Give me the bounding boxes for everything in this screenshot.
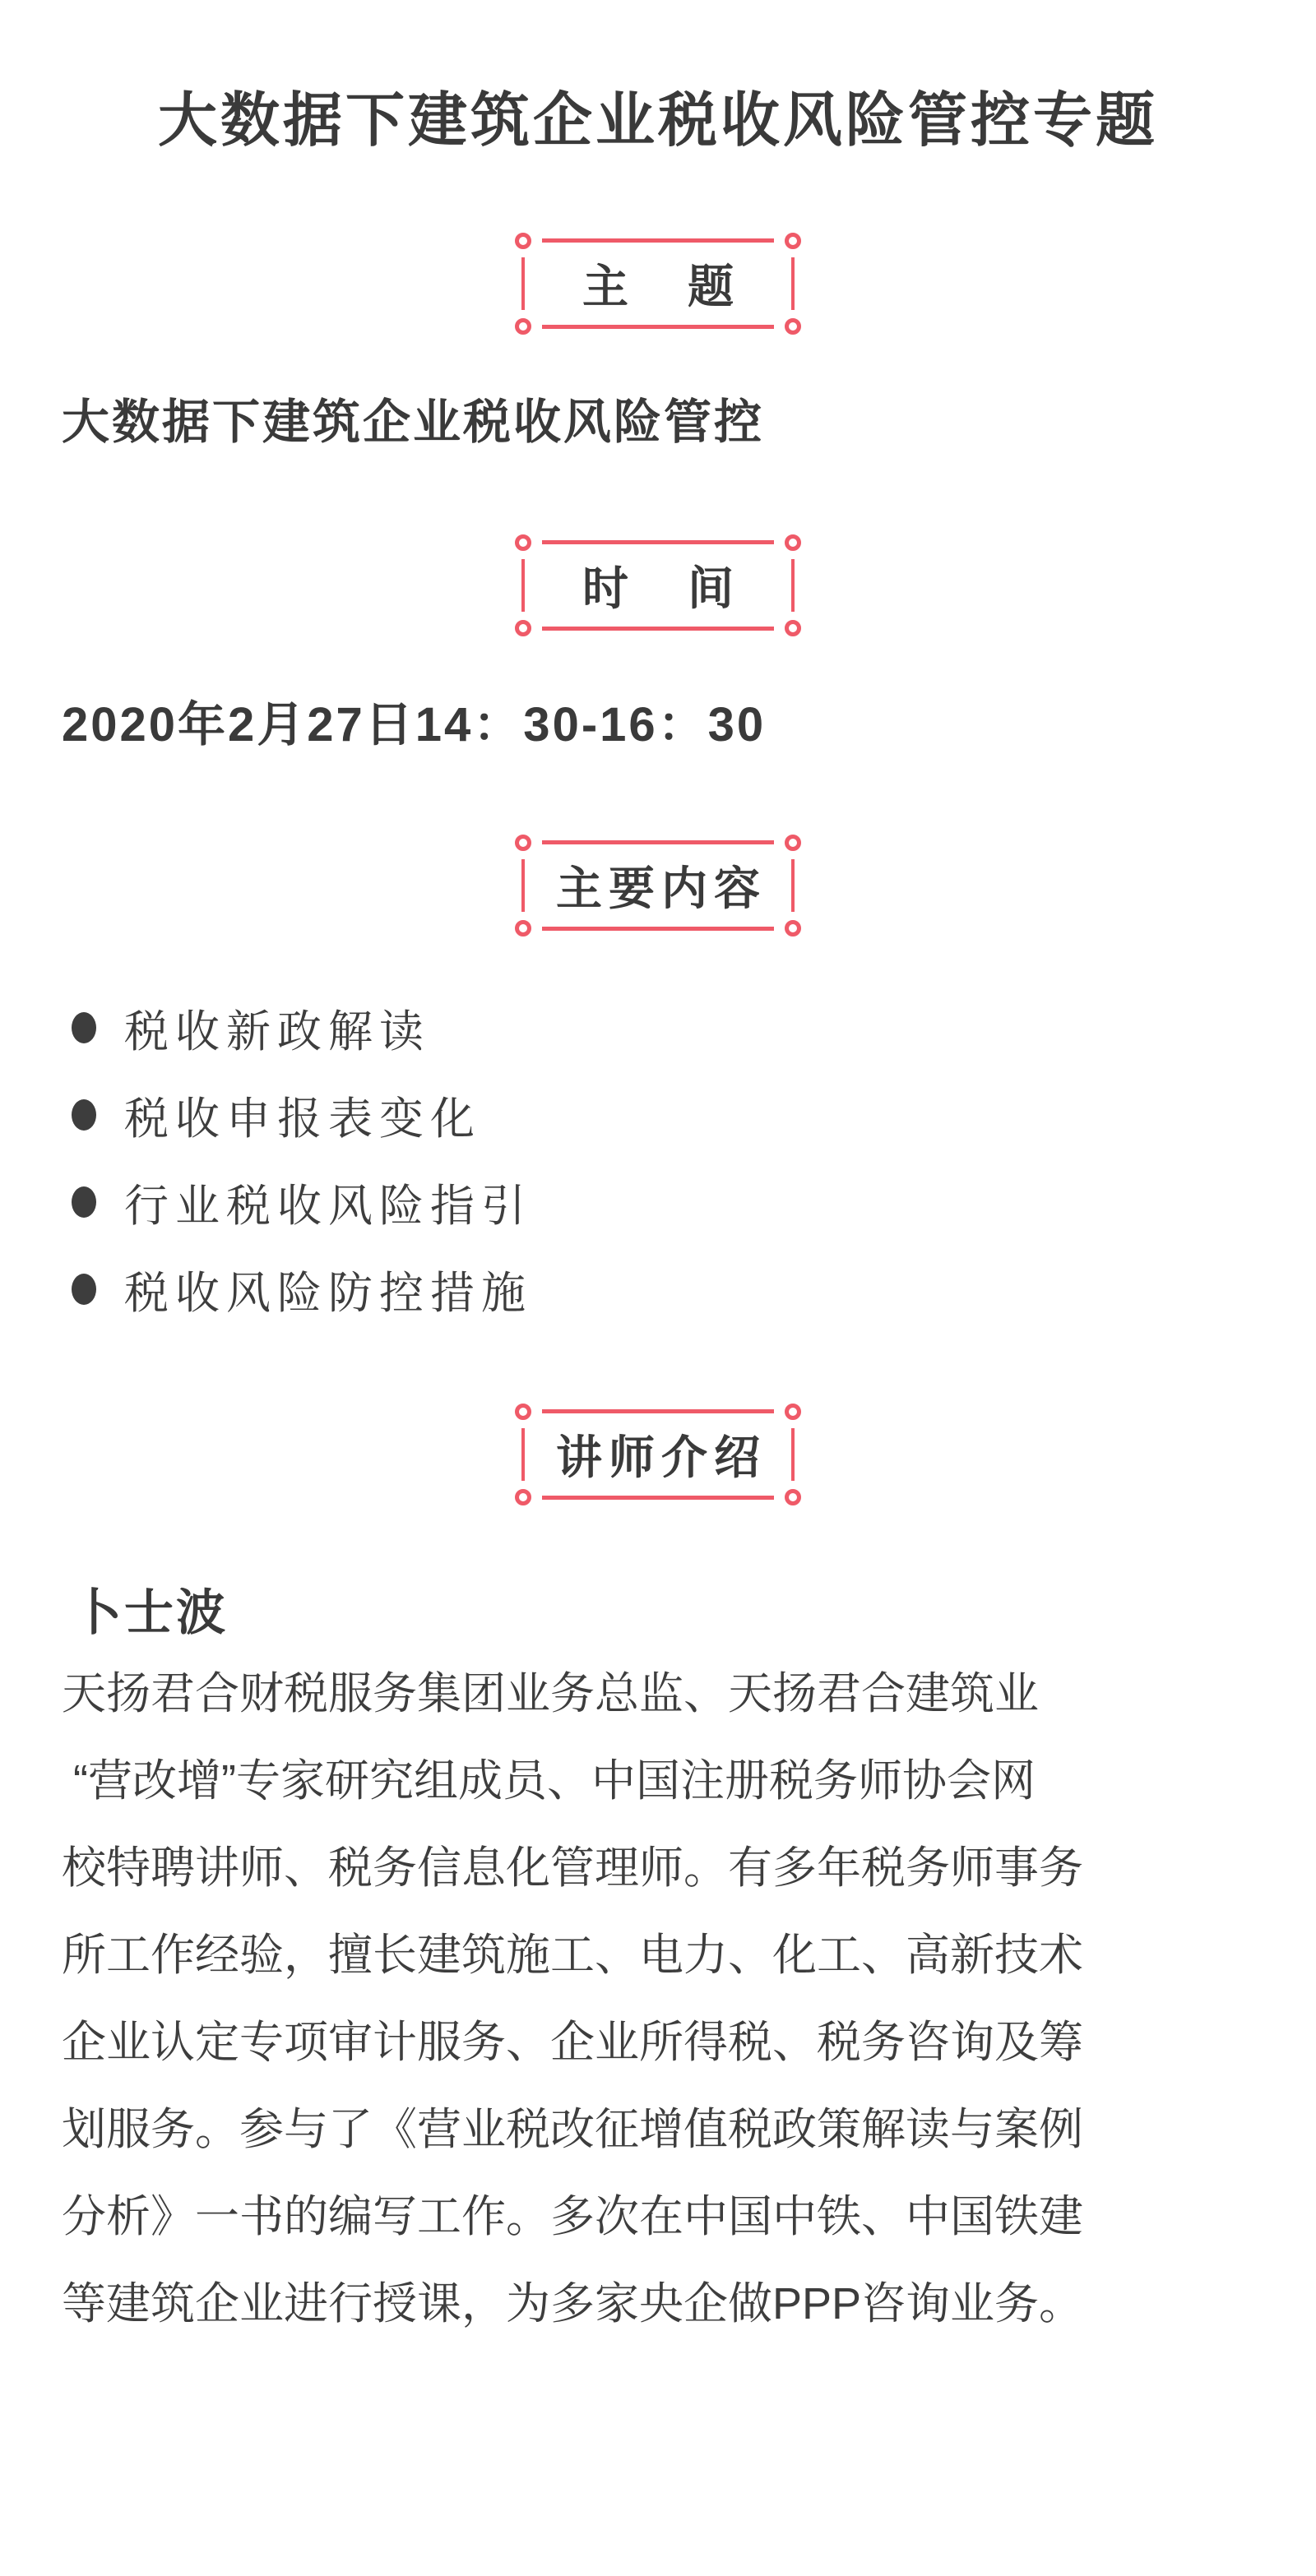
topic-badge-label: 主 题: [582, 261, 740, 312]
bullet-dot-icon: [72, 1274, 96, 1305]
bio-line: 分析》一书的编写工作。多次在中国中铁、中国铁建: [62, 2192, 1083, 2241]
bio-line: 等建筑企业进行授课，为多家央企做PPP咨询业务。: [62, 2279, 1084, 2329]
bio-line: “营改增”专家研究组成员、中国注册税务师协会网: [73, 1756, 1036, 1806]
time-text: 2020年2月27日14：30-16：30: [62, 698, 767, 752]
main-content-badge-label: 主要内容: [556, 863, 767, 914]
topic-text: 大数据下建筑企业税收风险管控: [62, 395, 765, 449]
topic-section-badge: [515, 233, 801, 335]
bullet-dot-icon: [72, 1012, 96, 1043]
list-item-label: 行业税收风险指引: [124, 1181, 532, 1231]
list-item: [62, 1159, 532, 1246]
bullet-dot-icon: [72, 1186, 96, 1218]
list-item-label: 税收新政解读: [124, 1006, 430, 1057]
time-section-badge: [515, 534, 801, 636]
bio-line: 划服务。参与了《营业税改征增值税政策解读与案例: [62, 2105, 1083, 2154]
bio-line: 所工作经验，擅长建筑施工、电力、化工、高新技术: [62, 1931, 1083, 1980]
bio-line: 企业认定专项审计服务、企业所得税、税务咨询及筹: [62, 2018, 1083, 2067]
lecturer-name: 卜士波: [72, 1585, 228, 1640]
bullet-dot-icon: [72, 1099, 96, 1131]
list-item: [62, 1071, 532, 1159]
lecturer-bio: [62, 1650, 1271, 2347]
main-content-section-badge: [515, 835, 801, 937]
list-item: [62, 1246, 532, 1333]
time-badge-label: 时 间: [582, 562, 740, 614]
lecturer-section-badge: [515, 1404, 801, 1505]
page-title: 大数据下建筑企业税收风险管控专题: [157, 88, 1158, 154]
bio-line: 天扬君合财税服务集团业务总监、天扬君合建筑业: [62, 1669, 1039, 1718]
list-item: [62, 984, 532, 1071]
bio-line: 校特聘讲师、税务信息化管理师。有多年税务师事务: [62, 1843, 1083, 1893]
main-content-list: [62, 984, 532, 1333]
list-item-label: 税收风险防控措施: [124, 1268, 532, 1318]
lecturer-badge-label: 讲师介绍: [556, 1431, 767, 1483]
list-item-label: 税收申报表变化: [124, 1094, 481, 1144]
